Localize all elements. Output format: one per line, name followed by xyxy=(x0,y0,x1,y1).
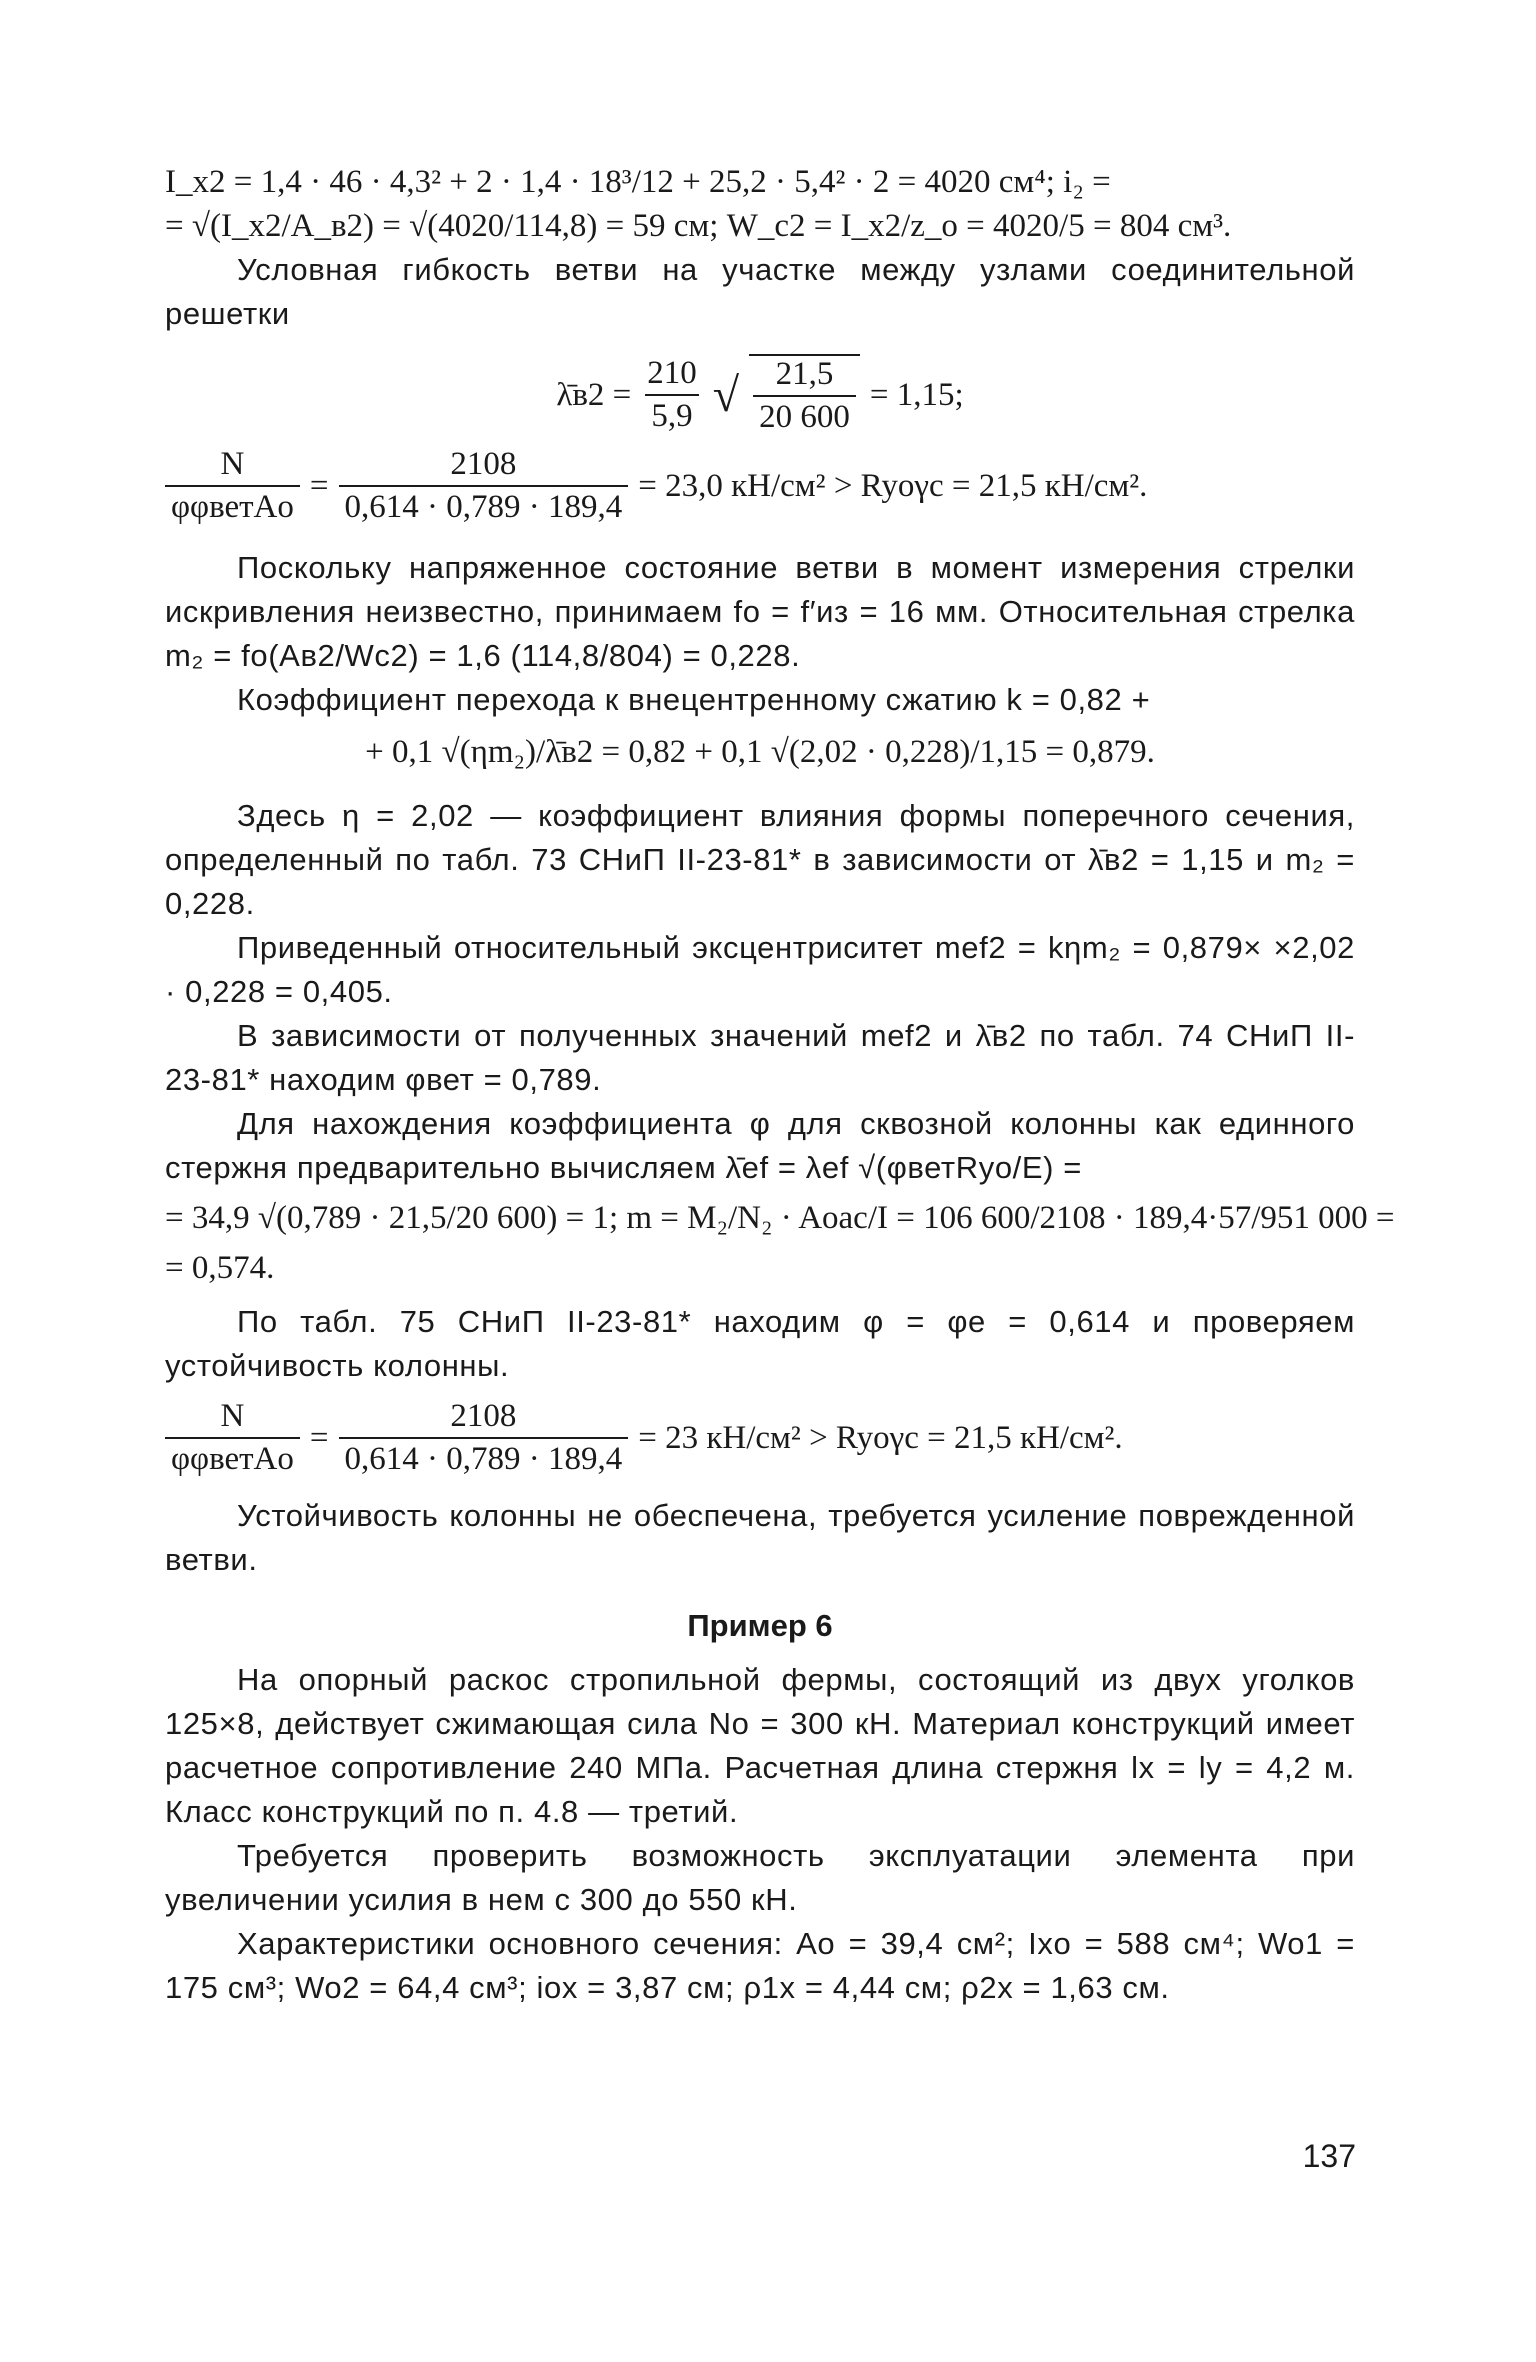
paragraph-example-6: На опорный раскос стропильной фермы, состоящий из двух уголков 125×8, действует сжимающая сила No = 300 кН. Материал конструкций имеет расчетное сопротивление 240 МПа. Расчетная длина стержня lx = ly = 4,2 м. Класс конструкций по п. 4.8 — третий. xyxy=(165,1662,1355,1829)
lambda-numerator: 210 xyxy=(647,355,697,391)
formula-ix2-line1: I_x2 = 1,4 · 46 · 4,3² + 2 · 1,4 · 18³/12 + 25,2 · 5,4² · 2 = 4020 см⁴; i₂ = xyxy=(165,164,1111,200)
paragraph-section-properties: Характеристики основного сечения: Ao = 39,4 см²; Ixo = 588 см⁴; Wo1 = 175 см³; Wo2 = 64,4 см³; iox = 3,87 см; ρ1x = 4,44 см; ρ2x = 1,63 см. xyxy=(165,1926,1355,2005)
formula-m: = 34,9 √(0,789 · 21,5/20 600) = 1; m = M₂/N₂ · Aoac/I = 106 600/2108 · 189,4·57/951 000 = xyxy=(165,1200,1395,1236)
formula-k: + 0,1 √(ηm₂)/λ̄в2 = 0,82 + 0,1 √(2,02 · 0,228)/1,15 = 0,879. xyxy=(365,734,1155,770)
formula-stress-2 xyxy=(165,1398,1355,1478)
stress2-rhs: = 23 кН/см² > Ryoγc = 21,5 кН/см². xyxy=(638,1419,1123,1456)
lambda-sqrt-denominator: 20 600 xyxy=(753,395,856,436)
paragraph-eccentricity: Приведенный относительный эксцентриситет mef2 = kηm₂ = 0,879× ×2,02 · 0,228 = 0,405. xyxy=(165,930,1355,1009)
paragraph-table-75: По табл. 75 СНиП II-23-81* находим φ = φe = 0,614 и проверяем устойчивость колонны. xyxy=(165,1304,1355,1383)
formula-lambda xyxy=(165,354,1355,436)
paragraph-stress-state: Поскольку напряженное состояние ветви в момент измерения стрелки искривления неизвестно, принимаем fo = f′из = 16 мм. Относительная стрелка m₂ = fo(Aв2/Wc2) = 1,6 (114,8/804) = 0,228. xyxy=(165,550,1355,673)
paragraph-transition-coefficient: Коэффициент перехода к внецентренному сжатию k = 0,82 + xyxy=(237,682,1151,717)
formula-stress-1 xyxy=(165,446,1355,526)
paragraph-conditional-flexibility: Условная гибкость ветви на участке между узлами соединительной решетки xyxy=(165,252,1355,331)
stress1-denominator-b: 0,614 · 0,789 · 189,4 xyxy=(339,485,629,526)
formula-ix2-line2: = √(I_x2/A_в2) = √(4020/114,8) = 59 см; W_c2 = I_x2/z_o = 4020/5 = 804 см³. xyxy=(165,208,1232,244)
paragraph-requirement: Требуется проверить возможность эксплуатации элемента при увеличении усилия в нем с 300 до 550 кН. xyxy=(165,1838,1355,1917)
stress1-numerator-b: 2108 xyxy=(450,446,517,482)
formula-m-result: = 0,574. xyxy=(165,1250,275,1286)
paragraph-phi-column: Для нахождения коэффициента φ для сквозной колонны как единного стержня предварительно вычисляем λ̄ef = λef √(φветRyo/E) = xyxy=(165,1106,1355,1185)
lambda-sqrt-fraction xyxy=(749,354,860,436)
stress2-fraction-a xyxy=(165,1398,300,1478)
stress1-fraction-a xyxy=(165,446,300,526)
stress1-numerator-a: N xyxy=(220,446,245,482)
stress1-rhs: = 23,0 кН/см² > Ryoγc = 21,5 кН/см². xyxy=(638,467,1148,504)
stress1-denominator-a: φφветAo xyxy=(165,485,300,526)
sqrt-icon: √ xyxy=(712,368,740,422)
stress2-fraction-b xyxy=(339,1398,629,1478)
lambda-lhs: λ̄в2 = xyxy=(556,376,632,413)
lambda-denominator: 5,9 xyxy=(645,394,698,435)
lambda-sqrt-numerator: 21,5 xyxy=(775,356,834,392)
page-number: 137 xyxy=(1302,2138,1356,2174)
paragraph-eta: Здесь η = 2,02 — коэффициент влияния формы поперечного сечения, определенный по табл. 73 СНиП II-23-81* в зависимости от λ̄в2 = 1,15 и m₂ = 0,228. xyxy=(165,798,1355,921)
paragraph-stability-not-ensured: Устойчивость колонны не обеспечена, требуется усиление поврежденной ветви. xyxy=(165,1498,1355,1577)
lambda-fraction xyxy=(641,355,703,435)
stress2-numerator-a: N xyxy=(220,1398,245,1434)
stress2-denominator-a: φφветAo xyxy=(165,1437,300,1478)
stress2-denominator-b: 0,614 · 0,789 · 189,4 xyxy=(339,1437,629,1478)
equals-sign: = xyxy=(309,467,329,504)
example-heading: Пример 6 xyxy=(687,1608,833,1643)
stress2-numerator-b: 2108 xyxy=(450,1398,517,1434)
page-body xyxy=(165,160,1395,2010)
equals-sign: = xyxy=(309,1419,329,1456)
stress1-fraction-b xyxy=(339,446,629,526)
lambda-rhs: = 1,15; xyxy=(869,376,964,413)
paragraph-phi-branch: В зависимости от полученных значений mef2 и λ̄в2 по табл. 74 СНиП II-23-81* находим φвет = 0,789. xyxy=(165,1018,1355,1097)
